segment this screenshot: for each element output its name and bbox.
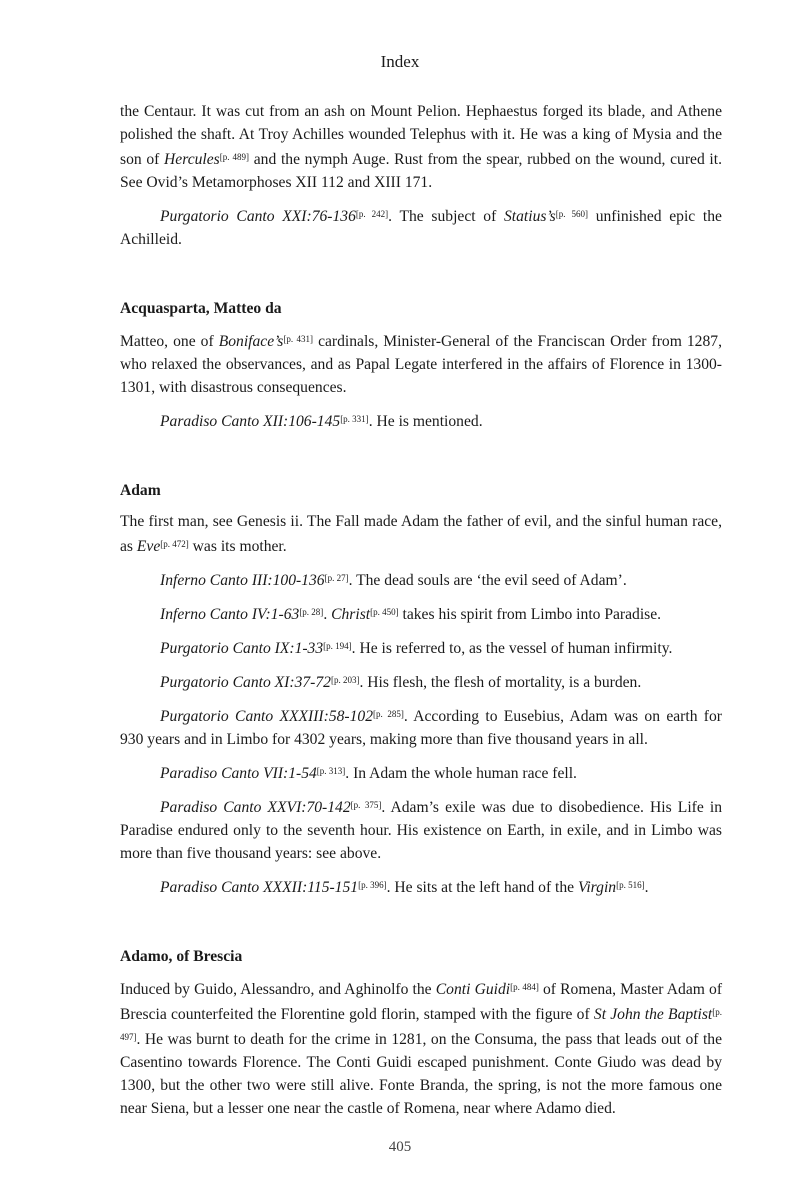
running-head: Index — [380, 52, 420, 71]
canto-link[interactable]: Paradiso Canto XXXII:115-151 — [160, 879, 359, 896]
canto-reference: Inferno Canto IV:1-63[p. 28]. Christ[p. 450] takes his spirit from Limbo into Paradise. — [160, 606, 662, 623]
page-reference[interactable]: [p. 285] — [373, 709, 404, 719]
page-reference[interactable]: [p. 203] — [330, 675, 360, 685]
canto-reference: Paradiso Canto XII:106-145[p. 331]. He is mentioned. — [160, 413, 483, 430]
page-reference[interactable]: [p. 431] — [283, 334, 314, 344]
page-reference[interactable]: [p. 497] — [120, 1007, 722, 1042]
entry-body: The first man, see Genesis ii. The Fall made Adam the father of evil, and the sinful human race, as Eve[p. 472] was its mother. — [120, 513, 722, 555]
canto-link[interactable]: Paradiso Canto XXVI:70-142 — [160, 799, 351, 816]
canto-link[interactable]: Purgatorio Canto XXI:76-136 — [160, 208, 356, 225]
entry-adamo — [120, 945, 722, 1120]
canto-reference: Purgatorio Canto XXI:76-136[p. 242]. The subject of Statius’s[p. 560] unfinished epic the Achilleid. — [120, 208, 722, 248]
index-content — [120, 100, 722, 1129]
page-reference[interactable]: [p. 331] — [340, 414, 369, 424]
page-reference[interactable]: [p. 396] — [358, 880, 387, 890]
canto-link[interactable]: Purgatorio Canto IX:1-33 — [160, 640, 324, 657]
name-link[interactable]: Boniface’s — [218, 333, 284, 350]
canto-reference: Inferno Canto III:100-136[p. 27]. The dead souls are ‘the evil seed of Adam’. — [160, 572, 627, 589]
canto-reference: Paradiso Canto VII:1-54[p. 313]. In Adam the whole human race fell. — [160, 765, 577, 782]
canto-link[interactable]: Paradiso Canto VII:1-54 — [160, 765, 317, 782]
page-reference[interactable]: [p. 242] — [355, 209, 389, 219]
canto-link[interactable]: Purgatorio Canto XXXIII:58-102 — [160, 708, 373, 725]
canto-link[interactable]: Inferno Canto III:100-136 — [160, 572, 325, 589]
page-reference[interactable]: [p. 313] — [316, 766, 346, 776]
name-link[interactable]: Hercules — [164, 151, 220, 168]
name-link[interactable]: Statius’s — [504, 208, 556, 225]
canto-link[interactable]: Inferno Canto IV:1-63 — [160, 606, 300, 623]
name-link[interactable]: Conti Guidi — [435, 981, 511, 998]
name-link[interactable]: St John the Baptist — [593, 1006, 713, 1023]
canto-reference: Paradiso Canto XXVI:70-142[p. 375]. Adam’s exile was due to disobedience. His Life in Paradise endured only to the seventh hour. His existence on Earth, in exile, and in Limbo was more than five thousand years: see above. — [120, 799, 722, 862]
entry-heading: Acquasparta, Matteo da — [120, 300, 282, 317]
name-link[interactable]: Eve — [136, 538, 161, 555]
canto-link[interactable]: Paradiso Canto XII:106-145 — [160, 413, 341, 430]
entry-body: Matteo, one of Boniface’s[p. 431] cardinals, Minister-General of the Franciscan Order from 1287, who relaxed the observances, and as Papal Legate interfered in the affairs of Florence in 1300-1301, with disastrous consequences. — [120, 333, 722, 396]
page-reference[interactable]: [p. 516] — [616, 880, 645, 890]
canto-reference: Paradiso Canto XXXII:115-151[p. 396]. He sits at the left hand of the Virgin[p. 516]. — [160, 879, 649, 896]
canto-reference: Purgatorio Canto XI:37-72[p. 203]. His flesh, the flesh of mortality, is a burden. — [160, 674, 642, 691]
name-link[interactable]: Virgin — [577, 879, 617, 896]
entry-body: Induced by Guido, Alessandro, and Aghinolfo the Conti Guidi[p. 484] of Romena, Master Adam of Brescia counterfeited the Florentine gold florin, stamped with the figure of St John the Baptist[p. 497]. He was burnt to death for the crime in 1281, on the Consuma, the pass that leads out of the Casentino towards Florence. The Conti Guidi escaped punishment. Conte Giudo was dead by 1300, but the other two were still alive. Fonte Branda, the spring, is not the more famous one near Siena, but a lesser one near the castle of Romena, near where Adamo died. — [120, 981, 723, 1117]
canto-reference: Purgatorio Canto IX:1-33[p. 194]. He is referred to, as the vessel of human infirmity. — [160, 640, 673, 657]
page-number: 405 — [388, 1139, 412, 1155]
entry-body: the Centaur. It was cut from an ash on Mount Pelion. Hephaestus forged its blade, and Athene polished the shaft. At Troy Achilles wounded Telephus with it. He was a king of Mysia and the son of Hercules[p. 489] and the nymph Auge. Rust from the spear, rubbed on the wound, cured it. See Ovid’s Metamorphoses XII 112 and XIII 171. — [120, 103, 722, 191]
page-reference[interactable]: [p. 484] — [510, 982, 539, 992]
page-reference[interactable]: [p. 489] — [219, 152, 250, 162]
page-reference[interactable]: [p. 28] — [299, 607, 324, 617]
page-reference[interactable]: [p. 472] — [160, 539, 189, 549]
entry-adam — [120, 479, 722, 899]
canto-link[interactable]: Purgatorio Canto XI:37-72 — [160, 674, 331, 691]
entry-heading: Adam — [120, 482, 161, 499]
page-reference[interactable]: [p. 375] — [350, 800, 382, 810]
page-reference[interactable]: [p. 194] — [323, 641, 352, 651]
page-reference[interactable]: [p. 560] — [555, 209, 589, 219]
page-reference[interactable]: [p. 450] — [370, 607, 399, 617]
entry-acquasparta — [120, 297, 722, 433]
canto-reference: Purgatorio Canto XXXIII:58-102[p. 285]. According to Eusebius, Adam was on earth for 930 years and in Limbo for 4302 years, making more than five thousand years in all. — [120, 708, 722, 748]
entry-continuation — [120, 100, 722, 251]
page-reference[interactable]: [p. 27] — [324, 573, 349, 583]
entry-heading: Adamo, of Brescia — [120, 948, 243, 965]
name-link[interactable]: Christ — [331, 606, 371, 623]
